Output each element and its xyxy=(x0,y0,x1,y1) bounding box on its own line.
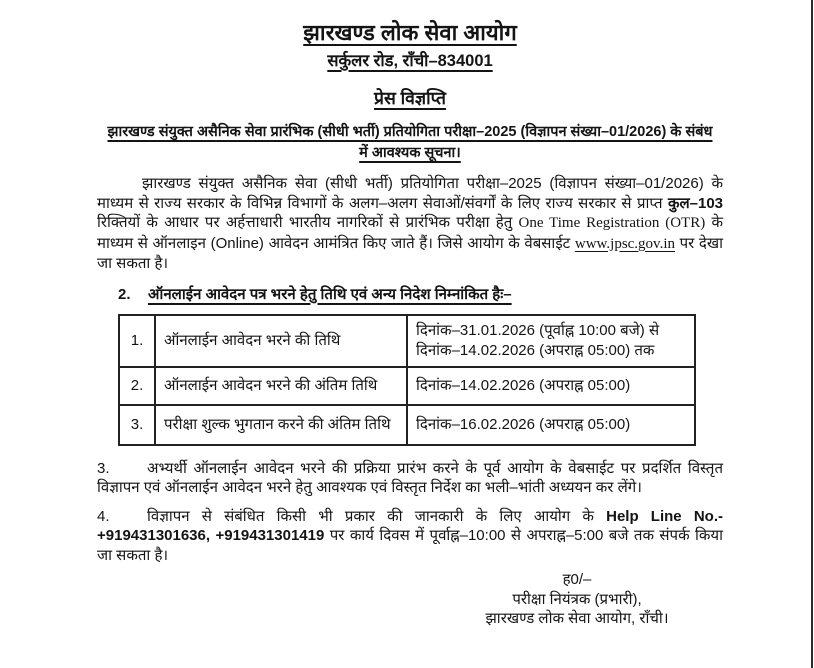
otr-english-text: One Time Registration (OTR) xyxy=(518,215,706,231)
row2-item: ऑनलाईन आवेदन भरने की अंतिम तिथि xyxy=(155,367,407,405)
table-row xyxy=(119,367,695,405)
paragraph-4 xyxy=(97,507,723,566)
website-link[interactable]: www.jpsc.gov.in xyxy=(574,235,676,252)
doc-type-text: प्रेस विज्ञप्ति xyxy=(373,88,447,108)
row1-date-cell xyxy=(407,315,695,367)
helpline-numbers: Help Line No.- +919431301636, +919431301419 xyxy=(97,507,723,544)
intro-part4: आवेदन आमंत्रित किए जाते हैं। जिसे आयोग के वेबसाईट xyxy=(268,234,571,252)
total-vacancies: कुल–103 xyxy=(667,194,724,212)
org-address xyxy=(97,51,723,72)
org-name-heading xyxy=(97,20,723,46)
intro-paragraph xyxy=(97,174,723,274)
table-row xyxy=(119,405,695,445)
window-right-edge xyxy=(811,0,813,668)
org-name-text: झारखण्ड लोक सेवा आयोग xyxy=(303,20,517,45)
document-content xyxy=(97,20,723,629)
signature-mark: ह0/– xyxy=(562,571,592,588)
row1-item: ऑनलाईन आवेदन भरने की तिथि xyxy=(155,315,407,367)
row3-item: परीक्षा शुल्क भुगतान करने की अंतिम तिथि xyxy=(155,405,407,445)
subject-text: झारखण्ड संयुक्त असैनिक सेवा प्रारंभिक (सीधी भर्ती) प्रतियोगिता परीक्षा–2025 (विज्ञापन संख्या–01/2026) के संबंध में आवश्यक सूचना। xyxy=(107,124,713,161)
paragraph-4-tail: पर कार्य दिवस में पूर्वाह्न–10:00 से अपराह्न–5:00 बजे तक संपर्क किया जा सकता है। xyxy=(97,527,724,564)
paragraph-3-number: 3. xyxy=(97,459,110,477)
row2-date-cell: दिनांक–14.02.2026 (अपराह्न 05:00) xyxy=(407,367,695,405)
row1-serial: 1. xyxy=(119,315,155,367)
row3-date-cell: दिनांक–16.02.2026 (अपराह्न 05:00) xyxy=(407,405,695,445)
doc-type-title xyxy=(97,87,723,109)
intro-part5: पर देखा जा सकता है। xyxy=(97,234,724,272)
online-english-text: (Online) xyxy=(210,234,264,252)
paragraph-4-lead: विज्ञापन से संबंधित किसी भी प्रकार की जानकारी के लिए आयोग के xyxy=(147,507,594,525)
signatory-organization: झारखण्ड लोक सेवा आयोग, राँची। xyxy=(485,610,669,627)
paragraph-4-number: 4. xyxy=(97,507,110,525)
intro-part2: रिक्तियों के आधार पर अर्हत्ताधारी भारतीय नागरिकों से प्रारंभिक परीक्षा हेतु xyxy=(97,214,513,231)
paragraph-3-text: अभ्यर्थी ऑनलाईन आवेदन भरने की प्रक्रिया प्रारंभ करने के पूर्व आयोग के वेबसाईट पर प्रदर्शित विस्तृत विज्ञापन एवं ऑनलाईन आवेदन भरने हेतु आवश्यक एवं विस्तृत निर्देश का भली–भांती अध्ययन कर लेंगे। xyxy=(97,459,723,496)
intro-part3: के माध्यम से ऑनलाइन xyxy=(97,214,724,252)
signatory-designation: परीक्षा नियंत्रक (प्रभारी), xyxy=(512,590,642,608)
schedule-table xyxy=(118,314,696,446)
subject-line xyxy=(97,122,723,164)
row3-serial: 3. xyxy=(119,405,155,445)
table-row xyxy=(119,315,695,367)
row1-date-line1: दिनांक–31.01.2026 (पूर्वाह्न 10:00 बजे) से xyxy=(416,322,660,339)
intro-part1: झारखण्ड संयुक्त असैनिक सेवा (सीधी भर्ती) प्रतियोगिता परीक्षा–2025 (विज्ञापन संख्या–01/2026) के माध्यम से राज्य सरकार के विभिन्न विभागों के अलग–अलग सेवाओं/संवर्गों के लिए राज्य सरकार से प्राप्त xyxy=(97,175,723,212)
section2-heading-text: ऑनलाईन आवेदन पत्र भरने हेतु तिथि एवं अन्य निदेश निम्नांकित हैः– xyxy=(148,285,512,303)
row2-serial: 2. xyxy=(119,367,155,405)
row1-date-line2: दिनांक–14.02.2026 (अपराह्न 05:00) तक xyxy=(416,341,655,359)
section2-heading xyxy=(97,285,723,305)
org-address-text: सर्कुलर रोड, राँची–834001 xyxy=(327,52,493,70)
section2-number: 2. xyxy=(118,285,131,303)
signature-block xyxy=(452,570,702,629)
paragraph-3 xyxy=(97,459,723,498)
